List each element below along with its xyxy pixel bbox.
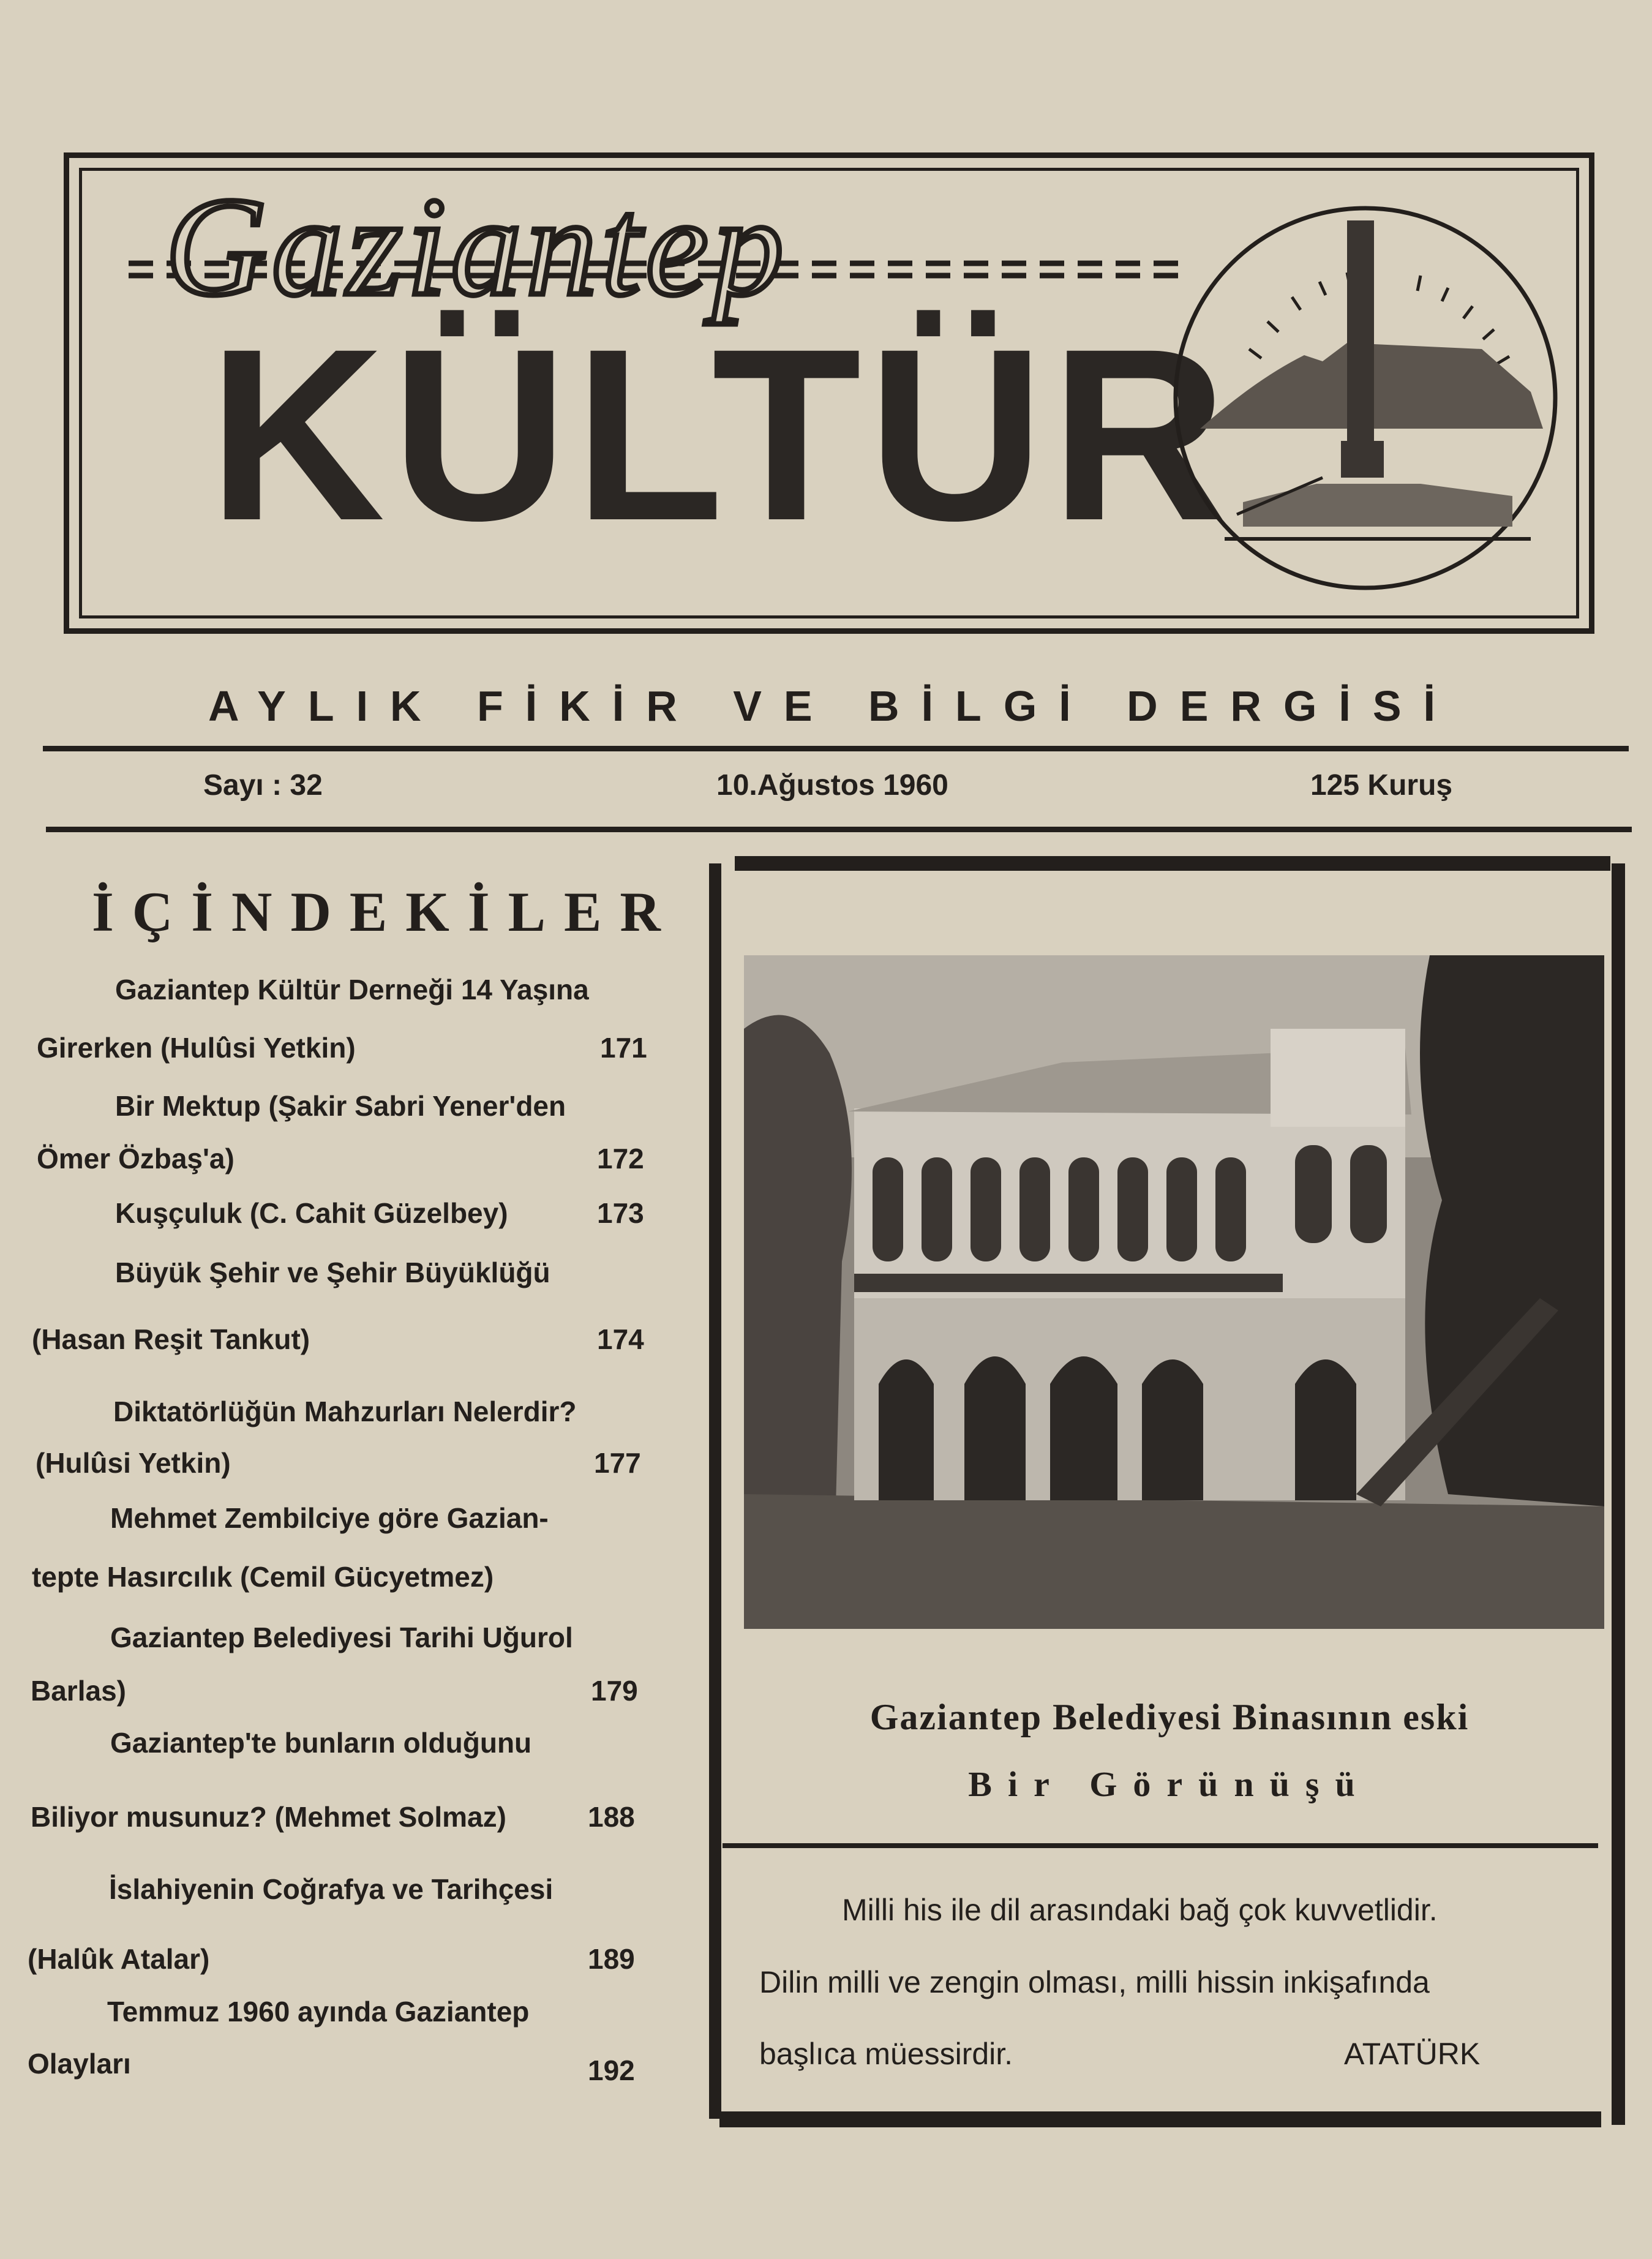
toc-line: Gaziantep Belediyesi Tarihi Uğurol	[110, 1622, 573, 1653]
toc-page-number: 174	[597, 1323, 644, 1355]
quote-author: ATATÜRK	[1344, 2037, 1481, 2071]
building-photo	[744, 955, 1604, 1629]
toc-line: Barlas)	[31, 1675, 126, 1707]
divider-rule	[46, 827, 1632, 832]
toc-line: Mehmet Zembilciye göre Gazian-	[110, 1502, 549, 1534]
toc-line: Gaziantep'te bunların olduğunu	[110, 1727, 532, 1759]
toc-page-number: 192	[588, 2054, 635, 2086]
quote-line1: Milli his ile dil arasındaki bağ çok kuvvetlidir.	[842, 1893, 1438, 1927]
quote-line2: Dilin milli ve zengin olması, milli hissin inkişafında	[759, 1965, 1430, 1999]
contents-heading: İÇİNDEKİLER	[92, 881, 679, 943]
toc-page-number: 173	[597, 1197, 644, 1229]
panel-border	[1612, 863, 1625, 2125]
issue-price: 125 Kuruş	[1310, 769, 1453, 802]
toc-line: (Hasan Reşit Tankut)	[32, 1323, 310, 1355]
toc-line: Temmuz 1960 ayında Gaziantep	[107, 1996, 530, 2028]
toc-line: Büyük Şehir ve Şehir Büyüklüğü	[115, 1257, 550, 1288]
toc-line: Kuşçuluk (C. Cahit Güzelbey)	[115, 1197, 508, 1229]
toc-line: tepte Hasırcılık (Cemil Gücyetmez)	[32, 1561, 494, 1593]
panel-divider	[723, 1843, 1598, 1848]
toc-line: Ömer Özbaş'a)	[37, 1143, 235, 1175]
toc-page-number: 171	[600, 1032, 647, 1064]
issue-number: Sayı : 32	[203, 769, 323, 802]
toc-page-number: 188	[588, 1801, 635, 1833]
magazine-subtitle: AYLIK FİKİR VE BİLGİ DERGİSİ	[208, 682, 1457, 730]
toc-line: Olayları	[28, 2048, 131, 2080]
quote-line3: başlıca müessirdir.	[759, 2037, 1013, 2071]
monument-emblem-icon	[1163, 196, 1568, 600]
panel-border	[709, 863, 721, 2119]
photo-caption-line1: Gaziantep Belediyesi Binasının eski	[869, 1697, 1470, 1737]
script-title-text: Gaziantep	[165, 168, 789, 325]
toc-line: İslahiyenin Coğrafya ve Tarihçesi	[109, 1873, 554, 1905]
toc-line: (Halûk Atalar)	[28, 1943, 210, 1975]
toc-page-number: 179	[591, 1675, 638, 1707]
issue-date: 10.Ağustos 1960	[716, 769, 948, 802]
issue-info	[43, 769, 1623, 805]
photo-caption-line2: Bir Görünüşü	[968, 1764, 1371, 1804]
toc-line: Girerken (Hulûsi Yetkin)	[37, 1032, 356, 1064]
toc-page-number: 189	[588, 1943, 635, 1975]
toc-line: Diktatörlüğün Mahzurları Nelerdir?	[113, 1396, 577, 1427]
divider-rule	[43, 746, 1629, 751]
panel-border	[735, 856, 1610, 871]
toc-line: Biliyor musunuz? (Mehmet Solmaz)	[31, 1801, 506, 1833]
toc-line: (Hulûsi Yetkin)	[36, 1447, 231, 1479]
masthead-title: KÜLTÜR	[208, 298, 1234, 571]
toc-page-number: 177	[594, 1447, 641, 1479]
toc-line: Gaziantep Kültür Derneği 14 Yaşına	[115, 974, 589, 1005]
toc-page-number: 172	[597, 1143, 644, 1175]
toc-line: Bir Mektup (Şakir Sabri Yener'den	[115, 1090, 566, 1122]
panel-border	[719, 2111, 1601, 2127]
